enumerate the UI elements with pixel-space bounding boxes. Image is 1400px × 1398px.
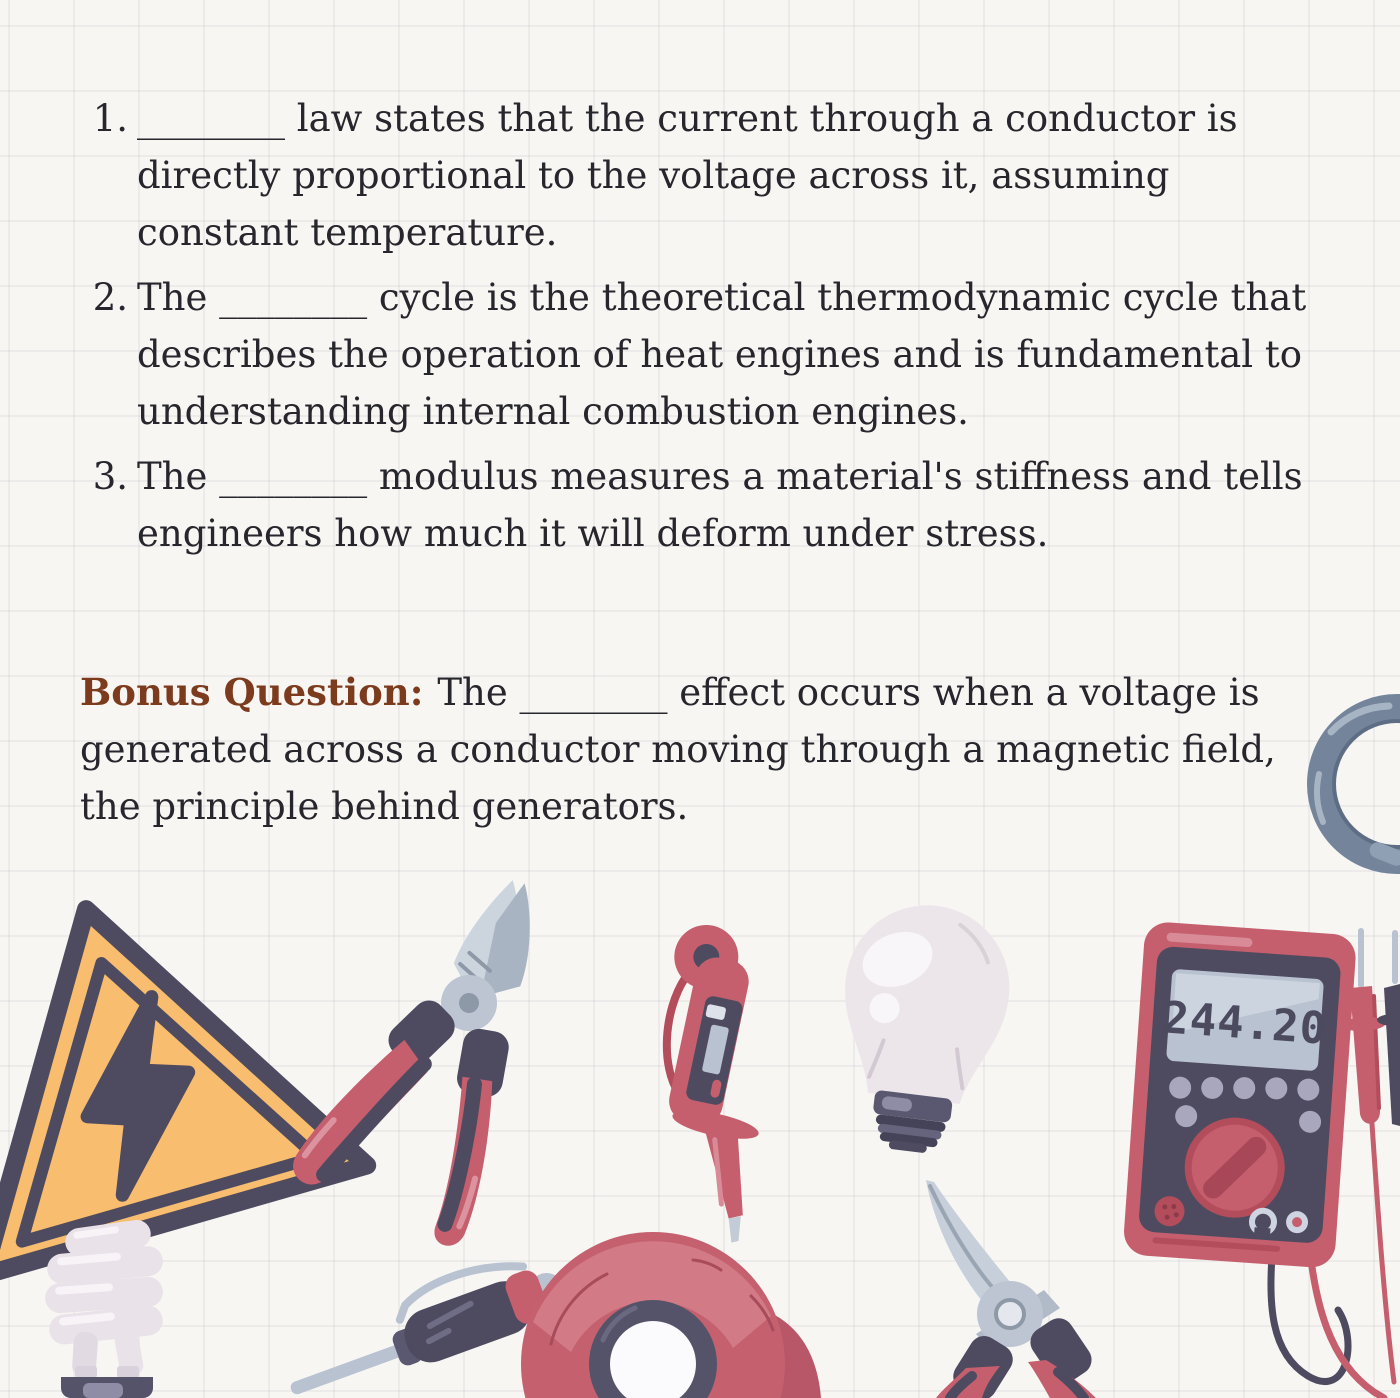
voltage-tester-icon	[648, 918, 798, 1248]
question-3-line-2: engineers how much it will deform under stress.	[137, 512, 1049, 555]
electrical-tape-icon	[515, 1222, 825, 1398]
question-2-line-1: The ________ cycle is the theoretical thermodynamic cycle that	[137, 276, 1307, 319]
question-list	[80, 90, 1370, 835]
question-1-line-2: directly proportional to the voltage across it, assuming	[137, 154, 1170, 197]
question-1	[80, 90, 1370, 261]
multimeter-reading: 244.20	[1160, 992, 1329, 1055]
bonus-label: Bonus Question:	[80, 670, 424, 714]
wire-coil-icon	[1283, 686, 1400, 890]
cfl-spiral-bulb-icon	[25, 1222, 185, 1398]
question-1-line-1: ________ law states that the current through a conductor is	[137, 97, 1238, 140]
bonus-line-3: the principle behind generators.	[80, 785, 689, 828]
question-3-number: 3.	[92, 455, 128, 498]
bonus-line-2: generated across a conductor moving through a magnetic field,	[80, 728, 1276, 771]
light-bulb-icon	[813, 882, 1033, 1163]
question-1-line-3: constant temperature.	[137, 211, 558, 254]
needle-nose-pliers-icon	[868, 1172, 1158, 1398]
question-3-line-1: The ________ modulus measures a material's stiffness and tells	[137, 455, 1303, 498]
question-1-number: 1.	[92, 97, 128, 140]
bonus-question	[80, 664, 1370, 835]
question-3	[80, 448, 1370, 562]
question-2	[80, 269, 1370, 440]
question-2-line-3: understanding internal combustion engines.	[137, 390, 969, 433]
digital-multimeter-icon	[1122, 912, 1400, 1398]
question-2-number: 2.	[92, 276, 128, 319]
question-2-line-2: describes the operation of heat engines and is fundamental to	[137, 333, 1303, 376]
bonus-line-1: The ________ effect occurs when a voltage is	[437, 671, 1260, 714]
